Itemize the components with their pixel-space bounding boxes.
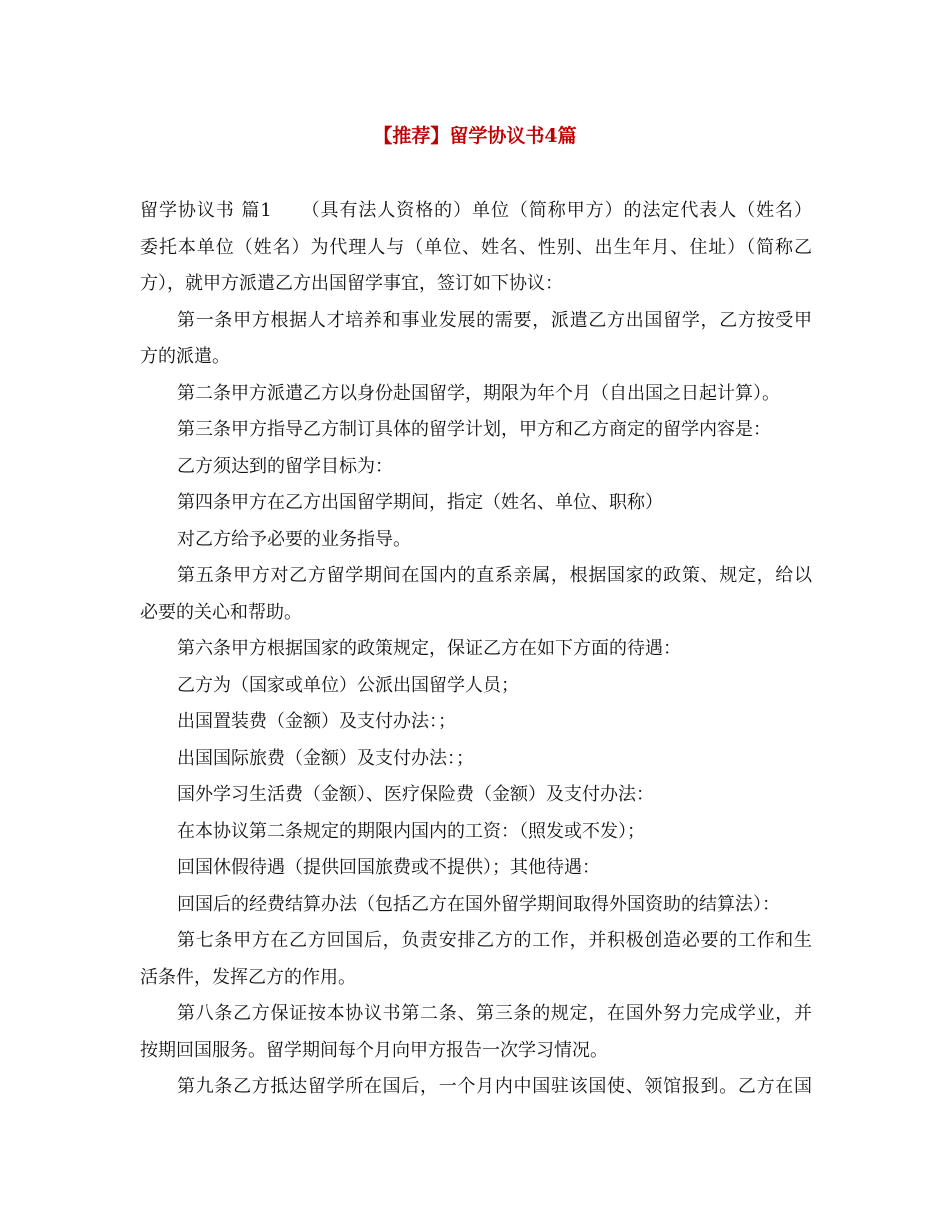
body-line: 第七条甲方在乙方回国后，负责安排乙方的工作，并积极创造必要的工作和生 — [177, 930, 812, 951]
body-line: 第六条甲方根据国家的政策规定，保证乙方在如下方面的待遇： — [177, 638, 681, 659]
body-line: 第五条甲方对乙方留学期间在国内的直系亲属，根据国家的政策、规定，给以 — [177, 565, 812, 586]
body-line: 乙方为（国家或单位）公派出国留学人员； — [177, 674, 519, 696]
body-line: 对乙方给予必要的业务指导。 — [177, 528, 411, 550]
body-line: 第三条甲方指导乙方制订具体的留学计划，甲方和乙方商定的留学内容是： — [177, 419, 771, 440]
document-body — [140, 193, 812, 1106]
body-line: 第二条甲方派遣乙方以身份赴国留学，期限为年个月（自出国之日起计算）。 — [177, 382, 780, 404]
body-line: 按期回国服务。留学期间每个月向甲方报告一次学习情况。 — [140, 1039, 608, 1061]
body-line: 回国后的经费结算办法（包括乙方在国外留学期间取得外国资助的结算法）： — [177, 893, 780, 915]
body-line: 第八条乙方保证按本协议书第二条、第三条的规定，在国外努力完成学业，并 — [177, 1003, 812, 1024]
body-line: 第四条甲方在乙方出国留学期间，指定（姓名、单位、职称） — [177, 492, 663, 513]
body-line: 在本协议第二条规定的期限内国内的工资：（照发或不发）； — [177, 820, 645, 842]
body-line: 出国置装费（金额）及支付办法：； — [177, 711, 456, 732]
body-line: 方），就甲方派遣乙方出国留学事宜，签订如下协议： — [140, 273, 563, 294]
body-line: 活条件，发挥乙方的作用。 — [140, 966, 356, 988]
body-line: 留学协议书 篇1 （具有法人资格的）单位（简称甲方）的法定代表人（姓名） — [140, 200, 812, 221]
body-line: 必要的关心和帮助。 — [140, 601, 302, 623]
body-line: 方的派遣。 — [140, 346, 230, 367]
body-line: 出国国际旅费（金额）及支付办法：； — [177, 747, 474, 769]
document-title: 【推荐】留学协议书4篇 — [373, 125, 577, 147]
body-line: 第一条甲方根据人才培养和事业发展的需要，派遣乙方出国留学，乙方按受甲 — [177, 309, 812, 331]
body-line: 委托本单位（姓名）为代理人与（单位、姓名、性别、出生年月、住址）（简称乙 — [140, 236, 812, 258]
body-line: 回国休假待遇（提供回国旅费或不提供）；其他待遇： — [177, 857, 600, 878]
body-line: 乙方须达到的留学目标为： — [177, 455, 393, 477]
body-line: 国外学习生活费（金额）、医疗保险费（金额）及支付办法： — [177, 784, 654, 805]
body-line: 第九条乙方抵达留学所在国后，一个月内中国驻该国使、领馆报到。乙方在国 — [177, 1076, 812, 1097]
